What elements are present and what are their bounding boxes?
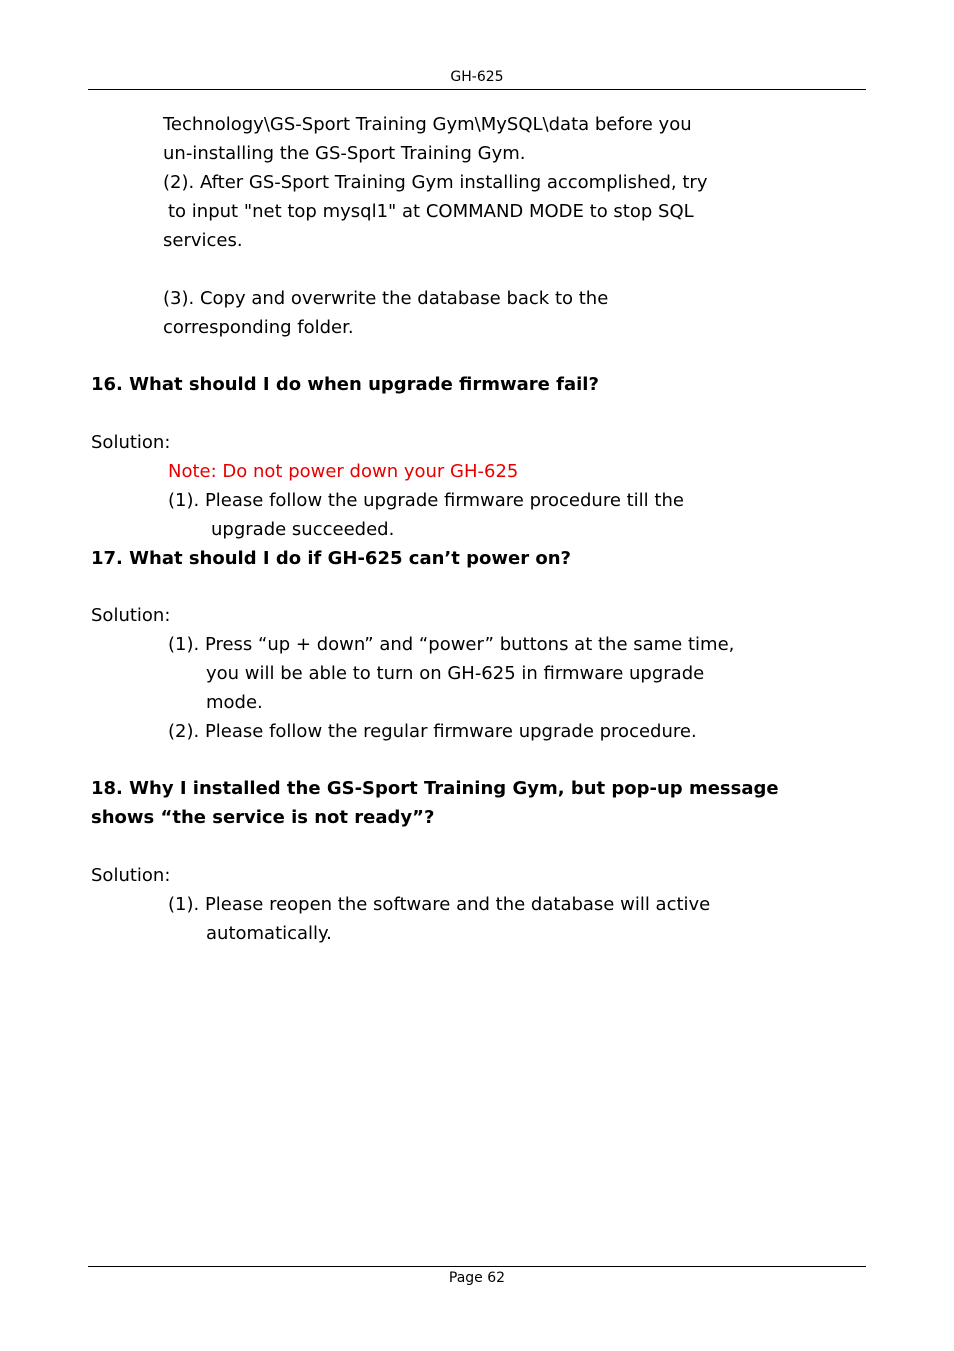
q16-note: Note: Do not power down your GH-625 [168,461,519,482]
q18-solution-label: Solution: [91,865,171,886]
q16-step-1-line-1: (1). Please follow the upgrade firmware procedure till the [168,490,684,511]
q17-step-2-line-1: (2). Please follow the regular firmware upgrade procedure. [168,721,697,742]
q18-heading-line-1: 18. Why I installed the GS-Sport Training Gym, but pop-up message [91,778,779,799]
q17-heading: 17. What should I do if GH-625 can’t power on? [91,548,571,569]
intro-line-1: Technology\GS-Sport Training Gym\MySQL\data before you [163,114,692,135]
q18-step-1-line-2: automatically. [206,923,332,944]
intro-step-3-line-2: corresponding folder. [163,317,354,338]
q18-step-1-line-1: (1). Please reopen the software and the database will active [168,894,711,915]
q16-heading: 16. What should I do when upgrade firmware fail? [91,374,599,395]
q18-heading-line-2: shows “the service is not ready”? [91,807,435,828]
intro-step-2-line-2: to input "net top mysql1" at COMMAND MODE to stop SQL [168,201,694,222]
intro-step-2-line-3: services. [163,230,243,251]
intro-step-2-line-1: (2). After GS-Sport Training Gym installing accomplished, try [163,172,708,193]
page-header [88,66,866,90]
intro-line-2: un-installing the GS-Sport Training Gym. [163,143,526,164]
q17-solution-label: Solution: [91,605,171,626]
header-model-label: GH-625 [450,69,504,85]
q17-step-1-line-2: you will be able to turn on GH-625 in firmware upgrade [206,663,705,684]
page-number: Page 62 [448,1270,506,1286]
page-footer [88,1266,866,1288]
q16-solution-label: Solution: [91,432,171,453]
q17-step-1-line-3: mode. [206,692,263,713]
intro-step-3-line-1: (3). Copy and overwrite the database back to the [163,288,609,309]
q17-step-1-line-1: (1). Press “up + down” and “power” buttons at the same time, [168,634,735,655]
q16-step-1-line-2: upgrade succeeded. [211,519,395,540]
